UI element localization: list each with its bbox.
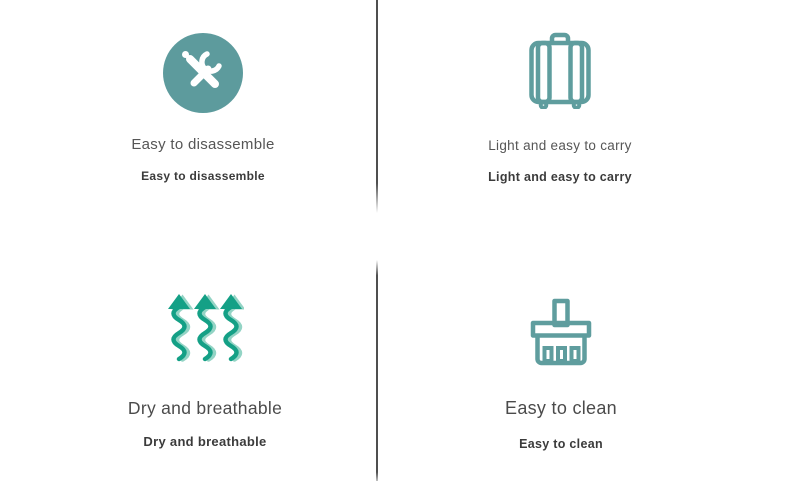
feature-card-carry (410, 31, 710, 184)
suitcase-icon (523, 31, 597, 109)
feature-card-disassemble (53, 33, 353, 183)
feature-title: Easy to clean (505, 398, 617, 418)
vertical-divider-bottom (376, 260, 378, 481)
feature-subtitle: Dry and breathable (143, 434, 267, 450)
feature-title: Easy to disassemble (131, 136, 275, 153)
vertical-divider-top (376, 0, 378, 213)
feature-card-clean (411, 296, 711, 451)
brush-icon (525, 296, 597, 370)
feature-subtitle: Light and easy to carry (488, 169, 632, 184)
feature-subtitle: Easy to clean (519, 436, 603, 451)
feature-title: Dry and breathable (127, 398, 283, 418)
tools-icon (163, 33, 243, 113)
feature-card-breathable (55, 292, 355, 449)
wavy-arrows-icon (166, 292, 244, 362)
feature-subtitle: Easy to disassemble (141, 169, 265, 184)
feature-title: Light and easy to carry (488, 138, 632, 153)
